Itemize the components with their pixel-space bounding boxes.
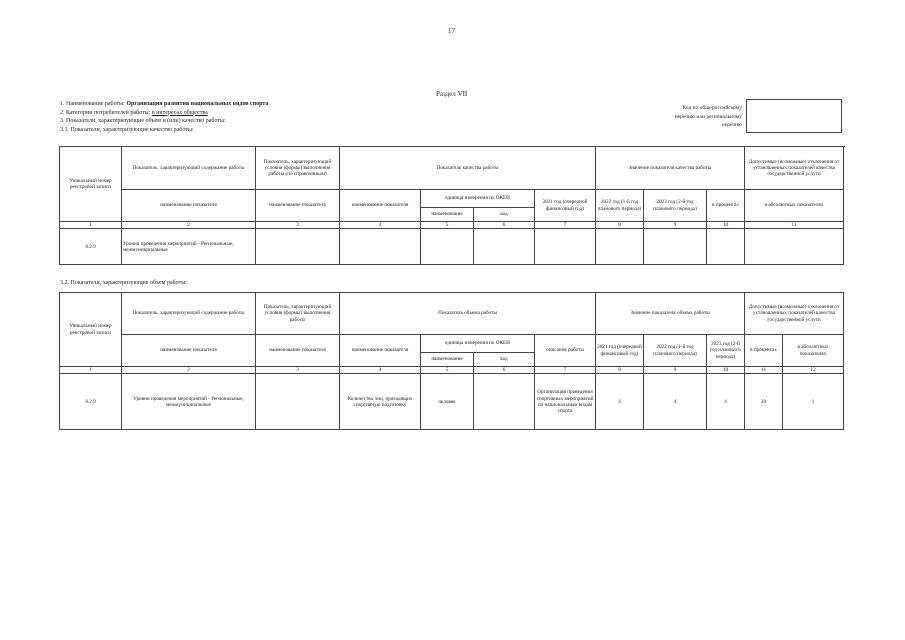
header-allowed-deviations: Допустимые (возможные) отклонения от установленных показателей качества государственной услуги <box>745 147 844 190</box>
col-num: 11 <box>745 222 844 229</box>
header-unique-number: Уникальный номер реестровой записи <box>60 293 122 367</box>
header-indicator-name-3: наименование показателя <box>340 190 421 222</box>
col-num: 3 <box>256 367 340 374</box>
col-num: 9 <box>644 367 707 374</box>
header-allowed-deviations: Допустимые (возможные) отклонения от установленных показателей качества государственной услуги <box>745 293 844 335</box>
unit-cell: человек <box>421 374 474 430</box>
quality-table <box>59 146 844 265</box>
empty-cell <box>421 229 474 265</box>
header-unit-code: код <box>474 208 535 222</box>
col-num: 6 <box>474 367 535 374</box>
volume-table <box>59 292 844 430</box>
header-absolute: в абсолютных показателях <box>745 190 844 222</box>
column-numbers-row <box>60 367 844 374</box>
header-year-2021: 2021 год (очередной финансовый год) <box>535 190 596 222</box>
header-okei-unit: единица измерения по ОКЕИ <box>421 190 535 208</box>
code-label <box>640 104 742 130</box>
description-cell: Организация проведения спортивных мероприятий по национальным видам спорта <box>535 374 596 430</box>
intro-line-3: 3. Показатели, характеризующие объем и (или) качество работы: <box>60 118 226 124</box>
header-unique-number: Уникальный номер реестровой записи <box>60 147 122 222</box>
header-unit-name: наименование <box>421 208 474 222</box>
empty-cell <box>535 229 596 265</box>
header-year-2022: 2022 год (1-й год планового периода) <box>596 190 644 222</box>
empty-cell <box>707 229 745 265</box>
header-indicator-name: наименование показателя <box>122 335 256 367</box>
indicator-cell: Количество лиц, проходящих спортивную подготовку <box>340 374 421 430</box>
header-quality-values: Значение показателя качества работы <box>596 147 745 190</box>
header-indicator-name: наименование показателя <box>122 190 256 222</box>
header-unit-name: наименование <box>421 353 474 367</box>
empty-cell <box>596 229 644 265</box>
header-percent: в процентах <box>745 335 783 367</box>
intro-block <box>60 100 268 134</box>
value-2021: 4 <box>596 374 644 430</box>
header-unit-code: код <box>474 353 535 367</box>
empty-cell <box>474 374 535 430</box>
header-absolute: в абсолютных показателях <box>783 335 844 367</box>
col-num: 10 <box>707 222 745 229</box>
registry-id: 8.2.9 <box>60 229 122 265</box>
intro-line-4: 3.1. Показатели, характеризующие качество работы: <box>60 126 194 133</box>
col-num: 7 <box>535 222 596 229</box>
col-num: 6 <box>474 222 535 229</box>
header-conditions: Показатель, характеризующий условия (формы) выполнения работы <box>256 293 340 335</box>
code-label-line-3: перечню <box>721 122 742 128</box>
code-label-line-1: Код по общероссийскому <box>682 105 742 111</box>
work-name-prefix: 1. Наименование работы: <box>60 101 125 107</box>
col-num: 2 <box>122 367 256 374</box>
header-quality-indicator: Показатель качества работы <box>340 147 596 190</box>
empty-cell <box>745 229 844 265</box>
header-year-2022: 2022 год (1-й год планового периода) <box>644 335 707 367</box>
col-num: 1 <box>60 222 122 229</box>
header-percent: в процентах <box>707 190 745 222</box>
header-volume-indicator: Показатель объема работы <box>340 293 596 335</box>
header-content: Показатель, характеризующий содержание работы <box>122 293 256 335</box>
col-num: 2 <box>122 222 256 229</box>
header-conditions: Показатель, характеризующий условия (формы) выполнения работы (по справочникам) <box>256 147 340 190</box>
percent-cell: 20 <box>745 374 783 430</box>
col-num: 10 <box>707 367 745 374</box>
col-num: 9 <box>644 222 707 229</box>
col-num: 8 <box>596 222 644 229</box>
col-num: 1 <box>60 367 122 374</box>
table-row <box>60 374 844 430</box>
header-work-description: описание работы <box>535 335 596 367</box>
page-number: 17 <box>448 27 455 35</box>
col-num: 4 <box>340 222 421 229</box>
empty-cell <box>644 229 707 265</box>
value-2022: 4 <box>644 374 707 430</box>
consumers-value: в интересах общества <box>151 109 208 116</box>
header-volume-values: Значение показателя объема работы <box>596 293 745 335</box>
col-num: 4 <box>340 367 421 374</box>
content-cell: Уровни проведения мероприятий - Региональные, межмуниципальные <box>122 229 256 265</box>
header-indicator-name-2: наименование показателя <box>256 335 340 367</box>
header-year-2023: 2023 год (2-й год планового периода) <box>644 190 707 222</box>
volume-subtitle: 3.2. Показатели, характеризующие объем работы: <box>60 280 187 286</box>
intro-line-2 <box>60 109 268 118</box>
content-cell: Уровни проведения мероприятий - Региональные, межмуниципальные <box>122 374 256 430</box>
col-num: 12 <box>783 367 844 374</box>
col-num: 5 <box>421 367 474 374</box>
consumers-prefix: 2. Категории потребителей работы: <box>60 109 151 116</box>
header-year-2023: 2023 год (2-й год планового периода) <box>707 335 745 367</box>
col-num: 5 <box>421 222 474 229</box>
empty-cell <box>256 229 340 265</box>
empty-cell <box>474 229 535 265</box>
header-okei-unit: единица измерения по ОКЕИ <box>421 335 535 353</box>
header-content: Показатель, характеризующий содержание работы <box>122 147 256 190</box>
code-label-line-2: перечню или региональному <box>674 113 742 120</box>
header-indicator-name-3: наименование показателя <box>340 335 421 367</box>
value-2023: 4 <box>707 374 745 430</box>
registry-id: 8.2.9 <box>60 374 122 430</box>
work-name-value: Организация развития национальных видов спорта <box>126 101 269 107</box>
empty-cell <box>256 374 340 430</box>
section-title: Раздел VII <box>436 90 468 98</box>
col-num: 8 <box>596 367 644 374</box>
table-row <box>60 229 844 265</box>
code-box <box>746 99 842 133</box>
col-num: 11 <box>745 367 783 374</box>
col-num: 3 <box>256 222 340 229</box>
intro-line-1 <box>60 100 268 109</box>
header-year-2021: 2021 год (очередной финансовый год) <box>596 335 644 367</box>
column-numbers-row <box>60 222 844 229</box>
col-num: 7 <box>535 367 596 374</box>
header-indicator-name-2: наименование показателя <box>256 190 340 222</box>
empty-cell <box>340 229 421 265</box>
absolute-cell: 1 <box>783 374 844 430</box>
